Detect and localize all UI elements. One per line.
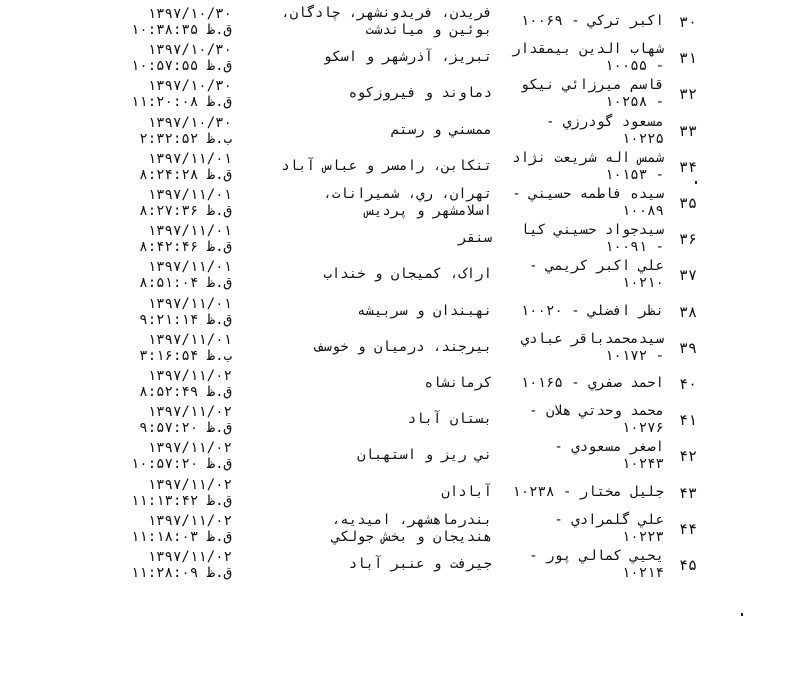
candidate-name-line: ۱۰۲۱۰ — [621, 275, 664, 292]
constituency — [240, 556, 492, 573]
candidate-name-line: قاسم ميرزائي نيکو — [520, 77, 664, 94]
candidate-name-line: سيده فاطمه حسيني - — [512, 186, 664, 202]
table-row — [0, 475, 800, 511]
registration-time: ۸:۵۱:۰۴ ق.ظ — [139, 275, 232, 292]
candidate-name — [496, 331, 664, 365]
table-row — [0, 4, 800, 40]
candidate-name — [496, 186, 664, 220]
table-row — [0, 113, 800, 149]
table-row — [0, 366, 800, 402]
constituency-line: دماوند و فيروزکوه — [348, 85, 492, 102]
candidate-name-line: احمد صفري - ۱۰۱۶۵ — [520, 375, 664, 391]
row-number: ۴۳ — [678, 483, 698, 502]
row-number: ۴۱ — [678, 411, 698, 430]
constituency-line: اسلامشهر و پرديس — [365, 203, 492, 219]
candidate-name — [496, 222, 664, 256]
registration-date: ۱۳۹۷/۱۱/۰۱ — [147, 150, 232, 167]
row-number: ۳۱ — [678, 49, 698, 68]
registration-time: ۹:۵۷:۲۰ ق.ظ — [139, 420, 232, 437]
constituency — [240, 5, 492, 39]
constituency — [240, 447, 492, 464]
constituency — [240, 85, 492, 102]
constituency-line: ني ريز و استهبان — [357, 447, 492, 464]
scan-speck — [695, 181, 697, 184]
registration-date: ۱۳۹۷/۱۱/۰۲ — [147, 549, 232, 565]
constituency-line: هنديجان و بخش جولکي — [331, 528, 492, 545]
registration-time: ۱۰:۳۸:۳۵ ق.ظ — [130, 22, 232, 38]
constituency — [240, 230, 492, 247]
row-number: ۴۲ — [678, 447, 698, 466]
candidate-name — [496, 13, 664, 30]
constituency — [240, 512, 492, 546]
constituency-line: کرمانشاه — [424, 375, 492, 391]
registration-date: ۱۳۹۷/۱۱/۰۲ — [147, 368, 232, 384]
constituency — [240, 49, 492, 66]
table-row — [0, 402, 800, 438]
registration-time: ۳:۱۶:۵۴ ب.ظ — [139, 347, 232, 364]
candidate-name-line: - ۱۰۰۹۱ — [604, 239, 664, 256]
registration-time: ۱۱:۱۳:۴۲ ق.ظ — [130, 492, 232, 509]
candidate-name-line: ۱۰۲۲۵ — [621, 130, 664, 147]
candidate-name — [496, 403, 664, 437]
candidate-name-line: اکبر ترکي - ۱۰۰۶۹ — [520, 13, 664, 29]
candidate-name-line: شهاب الدين بيمقدار — [512, 41, 664, 58]
candidate-name — [496, 512, 664, 546]
constituency — [240, 266, 492, 283]
constituency-line: بيرجند، درميان و خوسف — [314, 338, 492, 355]
scan-speck — [741, 613, 743, 616]
registration-time: ۹:۲۱:۱۴ ق.ظ — [139, 311, 232, 328]
candidate-name-line: علي گلمرادي - — [554, 511, 664, 528]
registration-date: ۱۳۹۷/۱۱/۰۲ — [147, 404, 232, 421]
candidate-name-line: ۱۰۲۴۳ — [621, 456, 664, 473]
table-row — [0, 511, 800, 547]
constituency — [240, 122, 492, 139]
candidate-name — [496, 41, 664, 75]
constituency — [240, 303, 492, 320]
constituency-line: نهبندان و سربيشه — [357, 302, 492, 319]
row-number: ۳۹ — [678, 338, 698, 357]
table-row — [0, 294, 800, 330]
candidate-name-line: - ۱۰۲۵۸ — [604, 94, 664, 111]
constituency-line: آبادان — [441, 483, 492, 500]
row-number: ۳۶ — [678, 230, 698, 249]
row-number: ۳۷ — [678, 266, 698, 285]
constituency-line: جيرفت و عنبر آباد — [348, 556, 492, 572]
registration-time: ۱۱:۱۸:۰۳ ق.ظ — [130, 528, 232, 545]
candidate-name-line: سيدمحمدباقر عبادي — [520, 330, 664, 347]
registration-time: ۱۱:۲۰:۰۸ ق.ظ — [130, 94, 232, 111]
constituency-line: تبريز، آذرشهر و اسکو — [323, 49, 492, 66]
constituency — [240, 158, 492, 175]
row-number: ۳۲ — [678, 85, 698, 104]
constituency — [240, 411, 492, 428]
constituency-line: اراک، کميجان و خنداب — [323, 266, 492, 283]
table-row — [0, 257, 800, 293]
candidate-name — [496, 375, 664, 392]
registration-date: ۱۳۹۷/۱۰/۳۰ — [147, 114, 232, 131]
candidate-name — [496, 303, 664, 320]
registration-date: ۱۳۹۷/۱۱/۰۱ — [147, 187, 232, 203]
row-number: ۳۵ — [678, 194, 698, 212]
candidate-name-line: سيدجواد حسيني کيا — [520, 222, 664, 239]
registration-time: ۱۰:۵۷:۲۰ ق.ظ — [130, 456, 232, 473]
registration-time: ۸:۲۴:۲۸ ق.ظ — [139, 166, 232, 183]
constituency — [240, 375, 492, 392]
candidate-name-line: ۱۰۲۱۴ — [621, 565, 664, 581]
candidate-name-line: - ۱۰۰۵۵ — [604, 58, 664, 75]
table-row — [0, 40, 800, 76]
row-number: ۳۳ — [678, 121, 698, 140]
registration-time: ۸:۴۲:۴۶ ق.ظ — [139, 239, 232, 256]
registration-time: ۱۱:۲۸:۰۹ ق.ظ — [130, 565, 232, 581]
constituency-line: ممسني و رستم — [390, 121, 492, 138]
constituency — [240, 484, 492, 501]
constituency-line: بوئين و مياندشت — [365, 22, 492, 38]
row-number: ۳۸ — [678, 302, 698, 321]
constituency-line: تنکابن، رامسر و عباس آباد — [281, 157, 492, 174]
candidate-name-line: شمس اله شريعت نژاد — [512, 149, 664, 166]
table-row — [0, 149, 800, 185]
candidate-name-line: مسعود گودرزي - — [545, 113, 664, 130]
registration-date: ۱۳۹۷/۱۰/۳۰ — [147, 78, 232, 95]
registration-date: ۱۳۹۷/۱۱/۰۱ — [147, 295, 232, 312]
registration-date: ۱۳۹۷/۱۱/۰۱ — [147, 223, 232, 240]
registration-time: ۲:۳۲:۵۲ ب.ظ — [139, 130, 232, 147]
candidate-name — [496, 548, 664, 582]
constituency-line: تهران، ري، شميرانات، — [323, 186, 492, 202]
constituency-line: سنقر — [458, 230, 492, 247]
constituency — [240, 339, 492, 356]
candidate-name-line: اصغر مسعودي - — [554, 439, 664, 456]
candidate-name-line: - ۱۰۱۷۲ — [604, 347, 664, 364]
registration-time: ۸:۲۷:۳۶ ق.ظ — [139, 203, 232, 219]
registration-date: ۱۳۹۷/۱۰/۳۰ — [147, 42, 232, 59]
table-row — [0, 547, 800, 583]
candidate-name-line: جليل مختار - ۱۰۲۳۸ — [512, 483, 664, 500]
registration-date: ۱۳۹۷/۱۱/۰۱ — [147, 331, 232, 348]
registration-date: ۱۳۹۷/۱۱/۰۱ — [147, 259, 232, 276]
table-row — [0, 330, 800, 366]
table-row — [0, 438, 800, 474]
candidate-name-line: يحيي کمالي پور - — [529, 548, 664, 564]
row-number: ۴۴ — [678, 519, 698, 538]
candidate-name-line: ۱۰۰۸۹ — [621, 203, 664, 219]
candidate-name-line: نظر افضلي - ۱۰۰۲۰ — [520, 302, 664, 319]
constituency-line: بستان آباد — [407, 411, 492, 428]
candidate-name — [496, 150, 664, 184]
table-row — [0, 76, 800, 112]
candidate-name-line: محمد وحدتي هلان - — [529, 403, 664, 420]
constituency-line: فريدن، فريدونشهر، چادگان، — [281, 5, 492, 21]
candidate-name — [496, 77, 664, 111]
constituency — [240, 186, 492, 220]
candidate-name-line: علي اکبر کريمي - — [529, 258, 664, 275]
row-number: ۳۴ — [678, 157, 698, 176]
constituency-line: بندرماهشهر، اميديه، — [331, 511, 492, 528]
candidate-name-line: - ۱۰۱۵۳ — [604, 166, 664, 183]
registration-date: ۱۳۹۷/۱۱/۰۲ — [147, 440, 232, 457]
candidate-name — [496, 484, 664, 501]
registration-date: ۱۳۹۷/۱۰/۳۰ — [147, 6, 232, 22]
row-number: ۴۰ — [678, 375, 698, 393]
candidate-name — [496, 114, 664, 148]
candidate-name-line: ۱۰۲۲۳ — [621, 528, 664, 545]
table-row — [0, 185, 800, 221]
candidate-name — [496, 439, 664, 473]
candidate-name-line: ۱۰۲۷۶ — [621, 420, 664, 437]
registration-date: ۱۳۹۷/۱۱/۰۲ — [147, 476, 232, 493]
registration-time: ۸:۵۲:۴۹ ق.ظ — [139, 384, 232, 400]
candidate-name — [496, 258, 664, 292]
table-row — [0, 221, 800, 257]
registration-time: ۱۰:۵۷:۵۵ ق.ظ — [130, 58, 232, 75]
row-number: ۴۵ — [678, 556, 698, 574]
row-number: ۳۰ — [678, 13, 698, 31]
registration-date: ۱۳۹۷/۱۱/۰۲ — [147, 512, 232, 529]
